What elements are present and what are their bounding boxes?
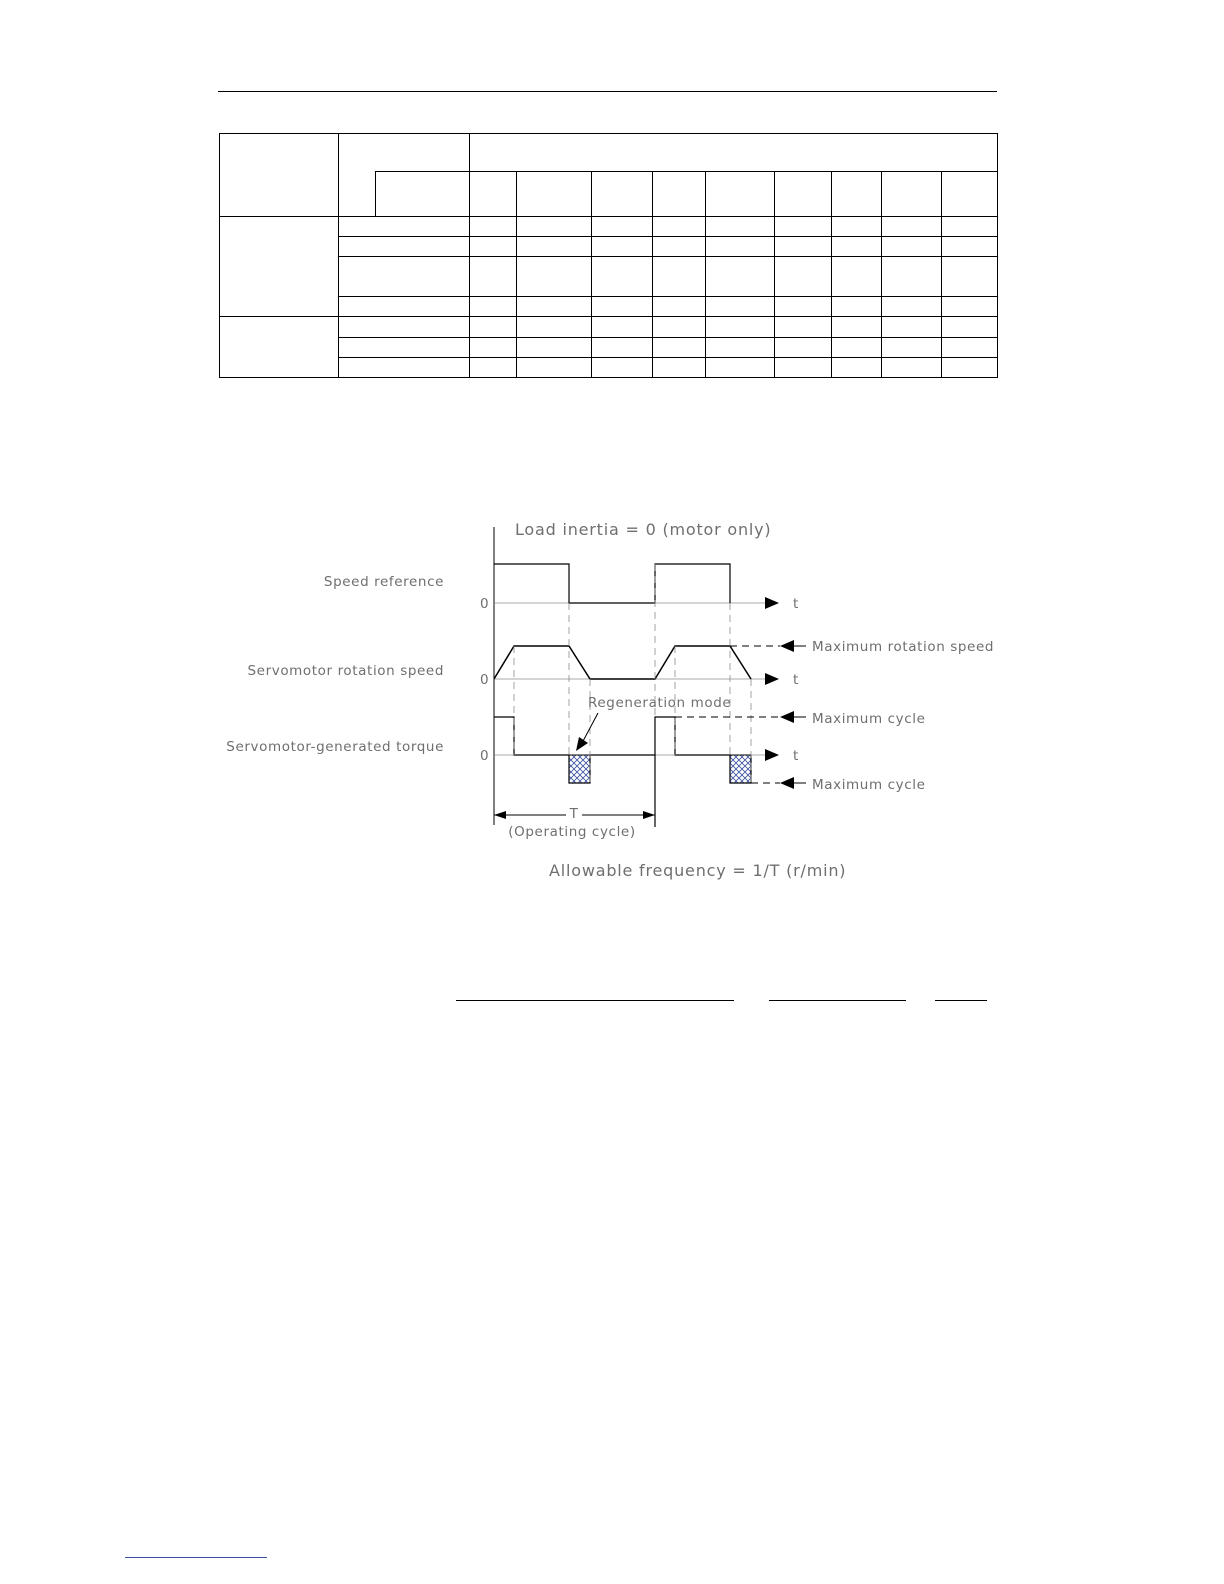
table-cell xyxy=(339,337,470,357)
table-cell xyxy=(592,337,653,357)
table-cell xyxy=(706,216,775,236)
table-cell xyxy=(706,337,775,357)
table-cell xyxy=(592,297,653,317)
left-arrow-icon xyxy=(780,711,794,723)
table-cell xyxy=(339,172,376,216)
table-cell xyxy=(517,256,592,296)
spec-table xyxy=(219,133,998,378)
zero-label-torque: 0 xyxy=(480,748,490,764)
table-cell xyxy=(592,216,653,236)
table-cell xyxy=(339,236,470,256)
table-cell xyxy=(706,357,775,377)
table-cell xyxy=(775,236,832,256)
table-cell xyxy=(775,317,832,337)
table-cell xyxy=(470,297,517,317)
table-cell xyxy=(470,317,517,337)
table-cell xyxy=(592,236,653,256)
table-cell xyxy=(832,297,882,317)
frequency-formula: Allowable frequency = 1/T (r/min) xyxy=(549,861,847,880)
table-cell xyxy=(882,317,942,337)
table-cell xyxy=(882,216,942,236)
regeneration-mode-label: Regeneration mode xyxy=(588,695,732,711)
dimension-arrow-icon xyxy=(494,811,506,819)
table-cell xyxy=(832,317,882,337)
table-cell xyxy=(653,297,706,317)
timing-diagram xyxy=(220,505,1000,895)
table-cell xyxy=(882,172,942,216)
signature-rule xyxy=(769,1000,906,1001)
table-cell xyxy=(832,256,882,296)
time-guides xyxy=(514,564,751,783)
table-cell xyxy=(942,297,998,317)
speed-reference-waveform xyxy=(494,564,730,603)
table-cell xyxy=(517,172,592,216)
time-label: t xyxy=(793,672,799,688)
label-speed-reference: Speed reference xyxy=(323,574,444,590)
table-row xyxy=(220,134,998,172)
signature-rule xyxy=(456,1000,734,1001)
table-cell xyxy=(517,236,592,256)
time-label: t xyxy=(793,748,799,764)
table-cell xyxy=(592,256,653,296)
table-cell xyxy=(832,236,882,256)
time-label: t xyxy=(793,596,799,612)
diagram-title: Load inertia = 0 (motor only) xyxy=(515,520,772,539)
table-cell xyxy=(470,337,517,357)
annotation-max-cycle-upper: Maximum cycle xyxy=(812,711,926,727)
table-cell xyxy=(339,134,470,172)
table-cell xyxy=(775,172,832,216)
left-arrow-icon xyxy=(780,777,794,789)
table-cell xyxy=(470,172,517,216)
table-cell xyxy=(882,357,942,377)
table-cell xyxy=(592,172,653,216)
table-cell xyxy=(339,317,470,337)
pointer-arrow-icon xyxy=(576,737,588,751)
table-cell xyxy=(832,172,882,216)
table-cell xyxy=(470,134,998,172)
t-axis-arrow-icon xyxy=(765,673,779,685)
zero-label-reference: 0 xyxy=(480,596,490,612)
header-rule xyxy=(218,91,997,92)
dimension-arrow-icon xyxy=(643,811,655,819)
table-cell xyxy=(882,337,942,357)
table-cell xyxy=(653,317,706,337)
table-cell xyxy=(775,337,832,357)
table-cell xyxy=(706,236,775,256)
table-cell xyxy=(942,317,998,337)
label-rotation-speed: Servomotor rotation speed xyxy=(247,663,444,679)
table-cell xyxy=(775,297,832,317)
table-row xyxy=(220,216,998,236)
table-cell xyxy=(339,297,470,317)
table-cell xyxy=(832,337,882,357)
footnote-rule xyxy=(125,1557,267,1558)
table-cell xyxy=(517,216,592,236)
table-cell xyxy=(942,357,998,377)
torque-waveform xyxy=(494,717,751,783)
table-cell xyxy=(517,357,592,377)
table-cell xyxy=(470,216,517,236)
table-cell xyxy=(339,216,470,236)
table-cell xyxy=(775,357,832,377)
table-cell xyxy=(470,256,517,296)
table-cell xyxy=(653,172,706,216)
period-label: T xyxy=(569,806,579,822)
table-cell xyxy=(653,357,706,377)
label-generated-torque: Servomotor-generated torque xyxy=(226,739,444,755)
table-cell xyxy=(339,256,470,296)
zero-label-speed: 0 xyxy=(480,672,490,688)
table-cell xyxy=(517,317,592,337)
rotation-speed-waveform xyxy=(494,646,751,679)
table-cell xyxy=(942,172,998,216)
table-cell xyxy=(220,216,339,317)
table-cell xyxy=(220,317,339,378)
table-row xyxy=(220,317,998,337)
t-axis-arrow-icon xyxy=(765,749,779,761)
signature-rule xyxy=(935,1000,987,1001)
table-cell xyxy=(706,317,775,337)
table-cell xyxy=(470,357,517,377)
period-caption: (Operating cycle) xyxy=(508,824,636,840)
regeneration-area xyxy=(730,755,751,783)
table-cell xyxy=(339,357,470,377)
table-cell xyxy=(832,216,882,236)
table-cell xyxy=(942,337,998,357)
table-cell xyxy=(942,236,998,256)
table-cell xyxy=(706,297,775,317)
table-cell xyxy=(882,297,942,317)
table-cell xyxy=(517,337,592,357)
table-cell xyxy=(470,236,517,256)
annotation-max-cycle-lower: Maximum cycle xyxy=(812,777,926,793)
table-cell xyxy=(517,297,592,317)
table-cell xyxy=(653,236,706,256)
annotation-max-rotation-speed: Maximum rotation speed xyxy=(812,639,995,655)
table-cell xyxy=(775,256,832,296)
t-axis-arrow-icon xyxy=(765,597,779,609)
table-cell xyxy=(882,236,942,256)
table-cell xyxy=(706,172,775,216)
table-cell xyxy=(832,357,882,377)
table-cell xyxy=(220,134,339,217)
table-cell xyxy=(653,256,706,296)
left-arrow-icon xyxy=(780,640,794,652)
table-cell xyxy=(592,317,653,337)
table-cell xyxy=(706,256,775,296)
table-cell xyxy=(882,256,942,296)
table-cell xyxy=(942,216,998,236)
regeneration-area xyxy=(569,755,590,783)
table-cell xyxy=(376,172,470,216)
table-cell xyxy=(775,216,832,236)
table-cell xyxy=(942,256,998,296)
table-cell xyxy=(653,337,706,357)
table-cell xyxy=(653,216,706,236)
table-cell xyxy=(592,357,653,377)
